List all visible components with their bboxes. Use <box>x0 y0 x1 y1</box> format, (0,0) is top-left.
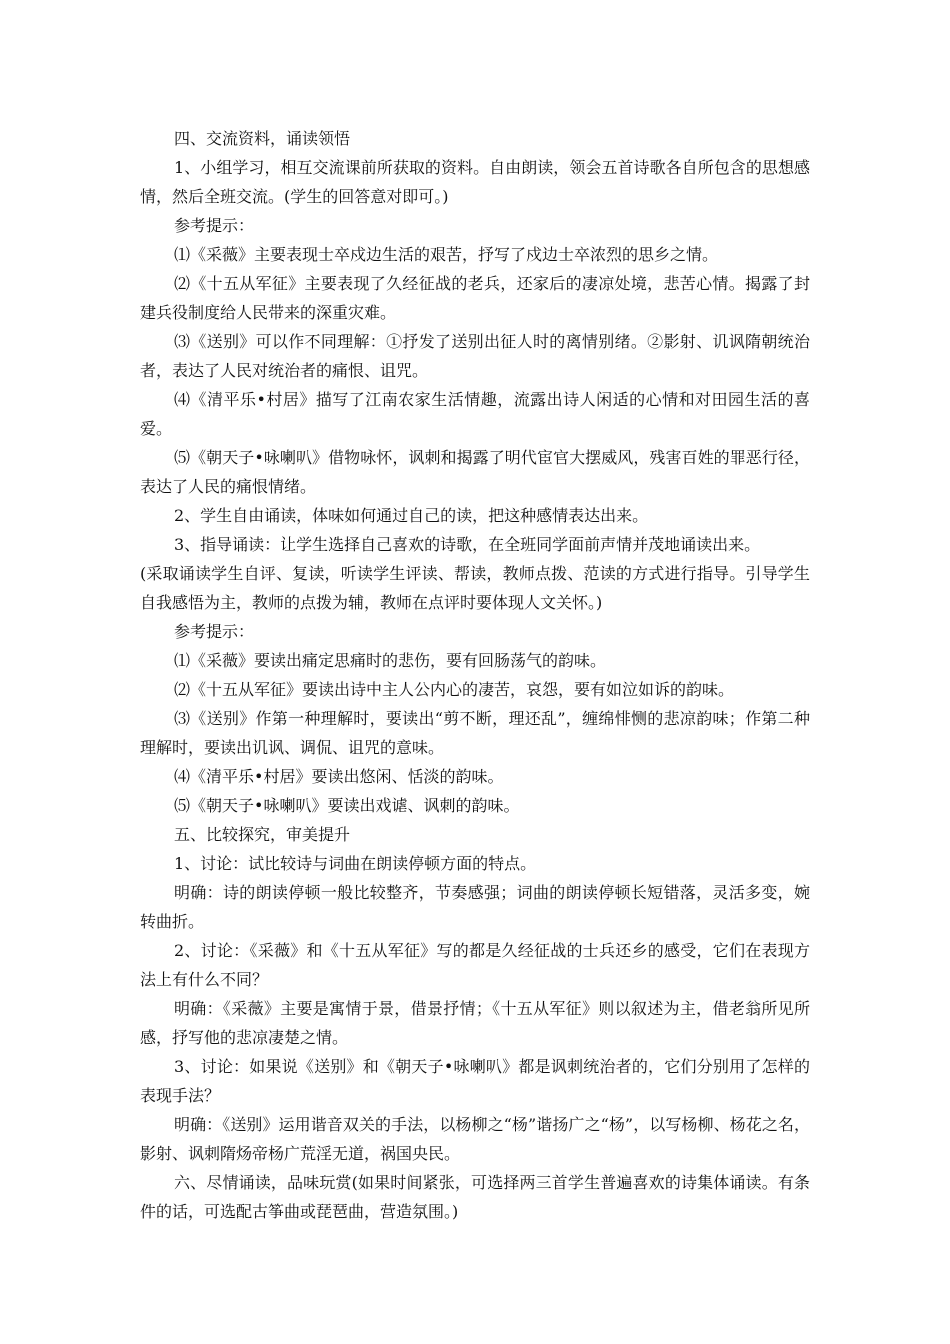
paragraph: 明确：《送别》运用谐音双关的手法，以杨柳之“杨”谐扬广之“杨”，以写杨柳、杨花之名，影射、讽刺隋炀帝杨广荒淫无道，祸国央民。 <box>140 1115 810 1163</box>
paragraph: ⑶《送别》可以作不同理解：①抒发了送别出征人时的离情别绪。②影射、讥讽隋朝统治者，表达了人民对统治者的痛恨、诅咒。 <box>140 332 810 380</box>
paragraph: 2、讨论：《采薇》和《十五从军征》写的都是久经征战的士兵还乡的感受，它们在表现方法上有什么不同？ <box>140 941 810 989</box>
paragraph: ⑷《清平乐•村居》描写了江南农家生活情趣，流露出诗人闲适的心情和对田园生活的喜爱。 <box>140 390 810 438</box>
paragraph: ⑸《朝天子•咏喇叭》借物咏怀，讽刺和揭露了明代宦官大摆威风，残害百姓的罪恶行径，表达了人民的痛恨情绪。 <box>140 448 810 496</box>
document-body <box>0 124 950 1226</box>
paragraph: ⑶《送别》作第一种理解时，要读出“剪不断，理还乱”，缠绵悱恻的悲凉韵味；作第二种理解时，要读出讥讽、调侃、诅咒的意味。 <box>140 709 810 757</box>
paragraph-note: (采取诵读学生自评、复读，听读学生评读、帮读，教师点拨、范读的方式进行指导。引导学生自我感悟为主，教师的点拨为辅，教师在点评时要体现人文关怀。) <box>140 564 810 612</box>
hint-label: 参考提示： <box>174 216 255 235</box>
paragraph: ⑴《采薇》要读出痛定思痛时的悲伤，要有回肠荡气的韵味。 <box>174 651 607 670</box>
hint-label: 参考提示： <box>174 622 255 641</box>
section-heading-6: 六、尽情诵读，品味玩赏(如果时间紧张，可选择两三首学生普遍喜欢的诗集体诵读。有条件的话，可选配古筝曲或琵琶曲，营造氛围。) <box>140 1173 810 1221</box>
paragraph: 明确：诗的朗读停顿一般比较整齐，节奏感强；词曲的朗读停顿长短错落，灵活多变，婉转曲折。 <box>140 883 810 931</box>
paragraph: ⑸《朝天子•咏喇叭》要读出戏谑、讽刺的韵味。 <box>174 796 520 815</box>
paragraph: ⑴《采薇》主要表现士卒戍边生活的艰苦，抒写了戍边士卒浓烈的思乡之情。 <box>174 245 719 264</box>
paragraph: ⑵《十五从军征》主要表现了久经征战的老兵，还家后的凄凉处境，悲苦心情。揭露了封建兵役制度给人民带来的深重灾难。 <box>140 274 810 322</box>
paragraph: 2、学生自由诵读，体味如何通过自己的读，把这种感情表达出来。 <box>174 506 649 525</box>
paragraph: 1、小组学习，相互交流课前所获取的资料。自由朗读，领会五首诗歌各自所包含的思想感情，然后全班交流。(学生的回答意对即可。) <box>140 158 810 206</box>
paragraph: 明确：《采薇》主要是寓情于景，借景抒情；《十五从军征》则以叙述为主，借老翁所见所感，抒写他的悲凉凄楚之情。 <box>140 999 810 1047</box>
section-heading-4: 四、交流资料，诵读领悟 <box>174 129 351 148</box>
paragraph: 3、指导诵读：让学生选择自己喜欢的诗歌，在全班同学面前声情并茂地诵读出来。 <box>174 535 761 554</box>
paragraph: 3、讨论：如果说《送别》和《朝天子•咏喇叭》都是讽刺统治者的，它们分别用了怎样的表现手法？ <box>140 1057 810 1105</box>
paragraph: ⑷《清平乐•村居》要读出悠闲、恬淡的韵味。 <box>174 767 504 786</box>
paragraph: ⑵《十五从军征》要读出诗中主人公内心的凄苦，哀怨，要有如泣如诉的韵味。 <box>174 680 735 699</box>
section-heading-5: 五、比较探究，审美提升 <box>174 825 351 844</box>
paragraph: 1、讨论：试比较诗与词曲在朗读停顿方面的特点。 <box>174 854 537 873</box>
